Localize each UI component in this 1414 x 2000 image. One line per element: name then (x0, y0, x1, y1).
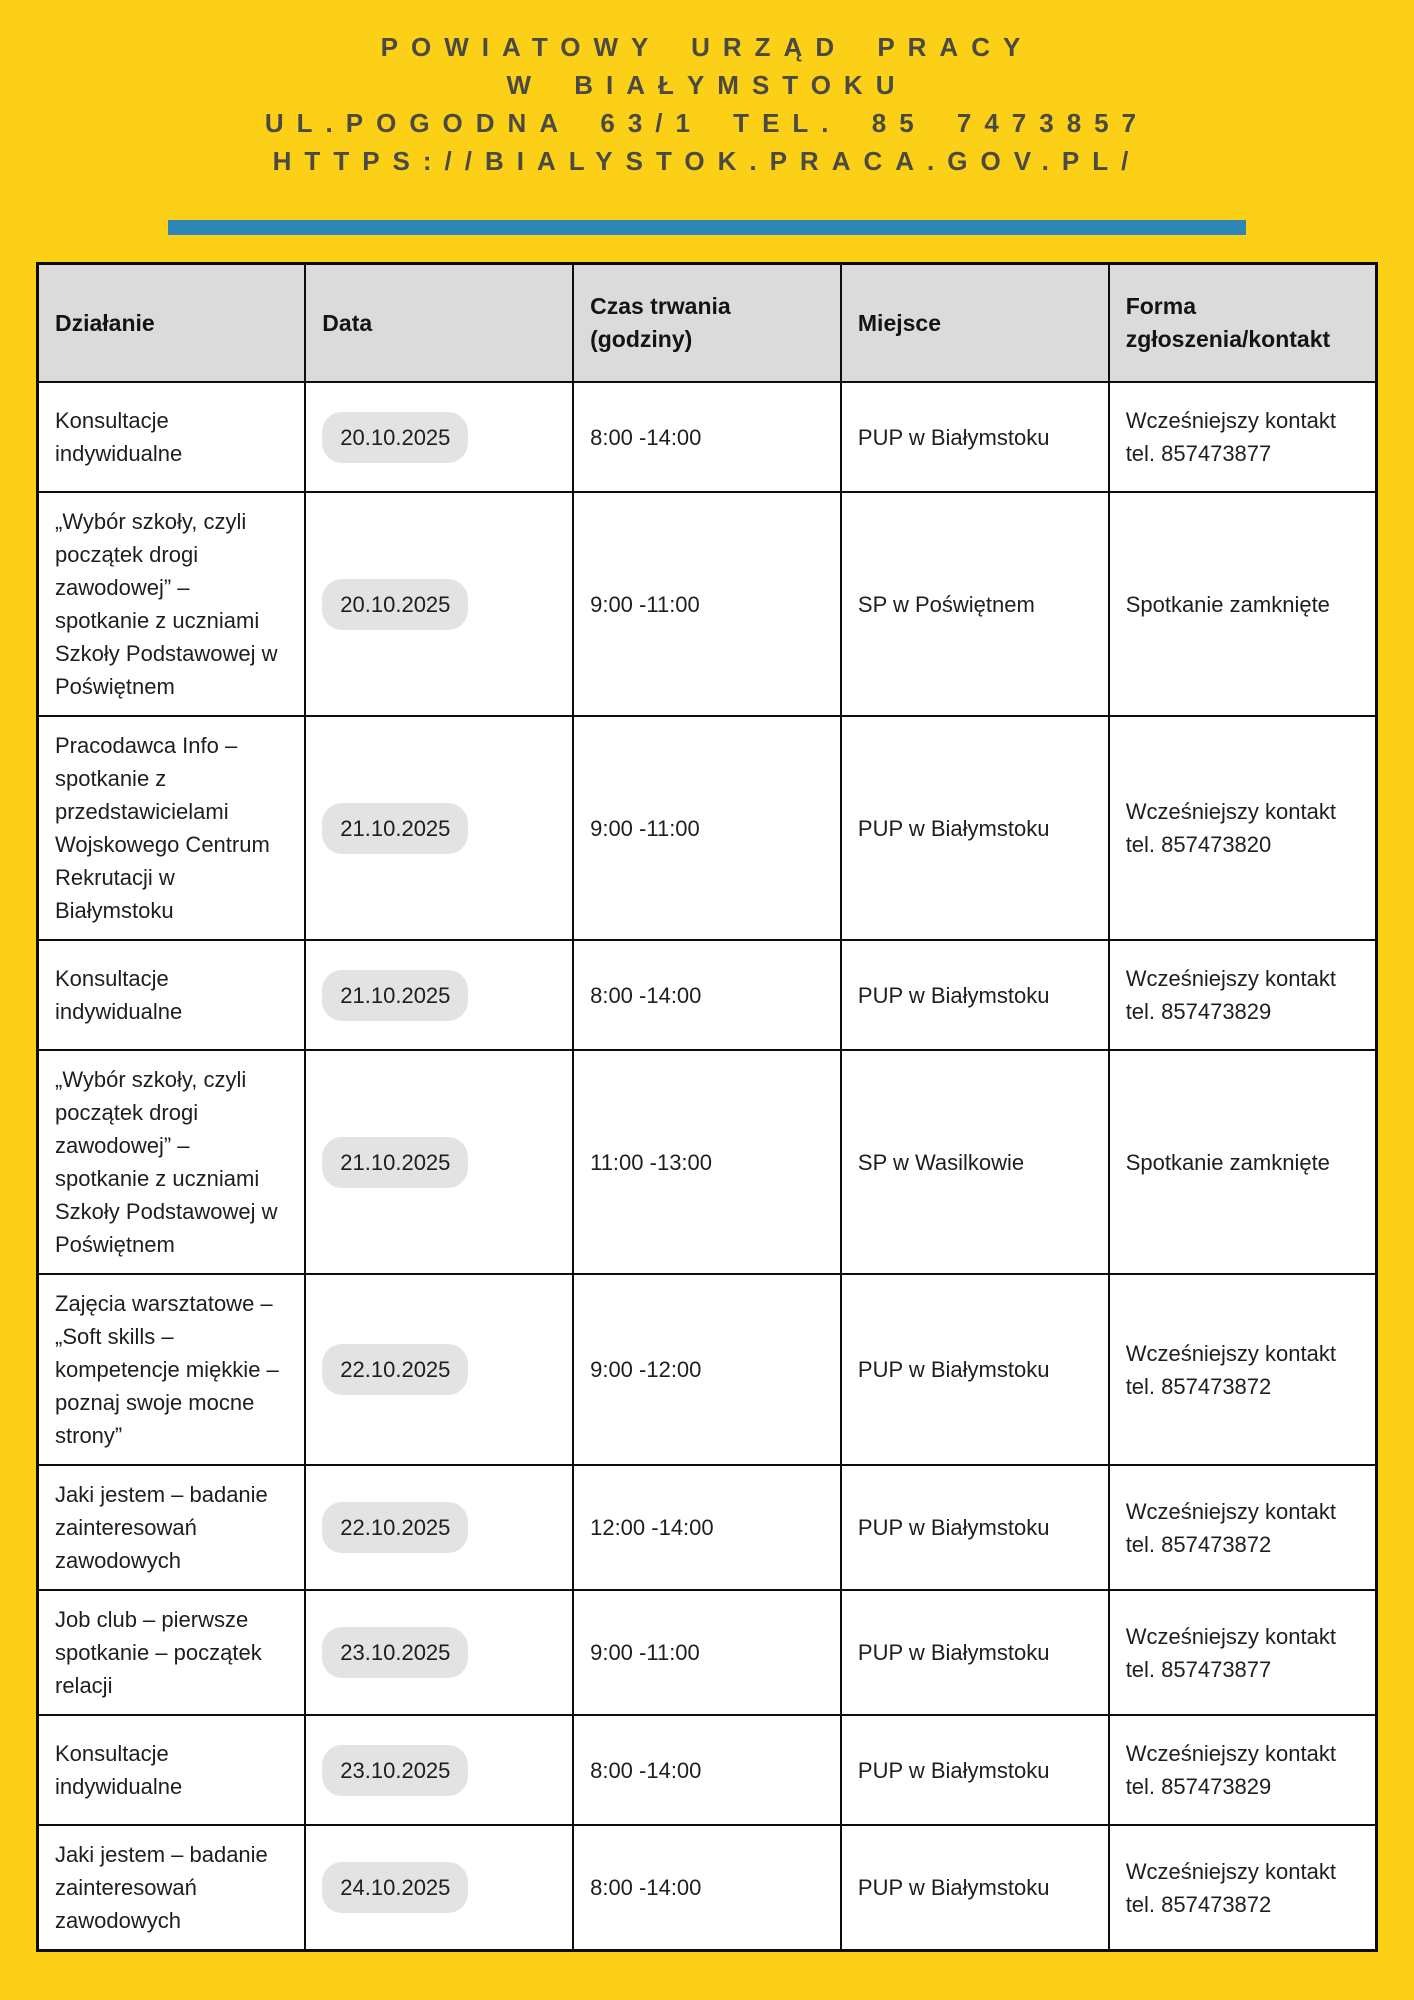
date-pill: 21.10.2025 (322, 970, 468, 1021)
activity-text: Zajęcia warsztatowe – „Soft skills – kompetencje miękkie – poznaj swoje mocne strony” (55, 1291, 279, 1448)
website-line: HTTPS://BIALYSTOK.PRACA.GOV.PL/ (272, 146, 1142, 176)
place-cell (841, 1825, 1109, 1951)
time-text: 8:00 -14:00 (590, 1757, 702, 1783)
contact-cell (1109, 1274, 1377, 1465)
time-text: 11:00 -13:00 (590, 1149, 713, 1175)
place-cell (841, 1050, 1109, 1274)
table-row (38, 1050, 1377, 1274)
contact-cell (1109, 940, 1377, 1050)
activity-cell (38, 1050, 306, 1274)
activity-cell (38, 940, 306, 1050)
place-cell (841, 382, 1109, 492)
place-text: PUP w Białymstoku (857, 1357, 1050, 1382)
place-cell (841, 1715, 1109, 1825)
date-pill: 23.10.2025 (322, 1745, 468, 1796)
time-text: 9:00 -11:00 (590, 591, 700, 617)
date-cell (305, 1825, 573, 1951)
date-pill: 24.10.2025 (322, 1862, 468, 1913)
date-pill: 22.10.2025 (322, 1502, 468, 1553)
contact-cell (1109, 1590, 1377, 1715)
contact-cell (1109, 1465, 1377, 1590)
place-cell (841, 940, 1109, 1050)
time-cell (573, 1715, 841, 1825)
column-header-activity: Działanie (38, 264, 306, 383)
contact-text: Wcześniejszy kontakt tel. 857473877 (1125, 408, 1336, 466)
date-cell (305, 1465, 573, 1590)
contact-text: Spotkanie zamknięte (1125, 1149, 1330, 1175)
schedule-table-container (36, 262, 1378, 1952)
place-text: SP w Wasilkowie (857, 1149, 1025, 1175)
contact-cell (1109, 492, 1377, 716)
address-phone-line: UL.POGODNA 63/1 TEL. 85 7473857 (264, 108, 1150, 138)
activity-cell (38, 382, 306, 492)
place-text: PUP w Białymstoku (857, 1757, 1050, 1783)
activity-cell (38, 1274, 306, 1465)
activity-cell (38, 1825, 306, 1951)
divider-bar (168, 220, 1246, 235)
column-header-contact: Forma zgłoszenia/kontakt (1109, 264, 1377, 383)
date-cell (305, 382, 573, 492)
column-header-date: Data (305, 264, 573, 383)
table-row (38, 716, 1377, 940)
date-pill: 23.10.2025 (322, 1627, 468, 1678)
time-text: 9:00 -11:00 (590, 1640, 700, 1665)
contact-text: Wcześniejszy kontakt tel. 857473829 (1125, 966, 1336, 1024)
column-header-place: Miejsce (841, 264, 1109, 383)
date-cell (305, 716, 573, 940)
place-text: SP w Poświętnem (857, 591, 1035, 617)
contact-text: Wcześniejszy kontakt tel. 857473820 (1125, 799, 1336, 857)
org-name-line-2: W BIAŁYMSTOKU (506, 70, 908, 100)
activity-text: Pracodawca Info – spotkanie z przedstawicielami Wojskowego Centrum Rekrutacji w Białymstoku (55, 733, 270, 923)
place-text: PUP w Białymstoku (857, 424, 1050, 450)
date-cell (305, 1050, 573, 1274)
contact-text: Wcześniejszy kontakt tel. 857473872 (1125, 1498, 1336, 1557)
time-cell (573, 382, 841, 492)
contact-text: Wcześniejszy kontakt tel. 857473877 (1125, 1623, 1336, 1682)
time-text: 8:00 -14:00 (590, 982, 702, 1008)
time-text: 12:00 -14:00 (590, 1515, 714, 1540)
time-text: 9:00 -11:00 (590, 815, 700, 841)
time-cell (573, 716, 841, 940)
activity-text: „Wybór szkoły, czyli początek drogi zawodowej” – spotkanie z uczniami Szkoły Podstawowej w Poświętnem (55, 509, 278, 699)
date-pill: 20.10.2025 (322, 579, 468, 630)
date-pill: 22.10.2025 (322, 1344, 468, 1395)
time-text: 8:00 -14:00 (590, 1875, 702, 1900)
activity-text: Job club – pierwsze spotkanie – początek relacji (55, 1607, 262, 1698)
activity-text: Jaki jestem – badanie zainteresowań zawodowych (55, 1842, 268, 1933)
place-text: PUP w Białymstoku (857, 815, 1050, 841)
date-cell (305, 1274, 573, 1465)
activity-cell (38, 1715, 306, 1825)
schedule-table-body (38, 382, 1377, 1951)
activity-text: Jaki jestem – badanie zainteresowań zawodowych (55, 1482, 268, 1573)
org-name-line-1: POWIATOWY URZĄD PRACY (380, 32, 1034, 62)
table-row (38, 1590, 1377, 1715)
activity-text: Konsultacje indywidualne (55, 1741, 183, 1799)
activity-cell (38, 492, 306, 716)
schedule-table-head (38, 264, 1377, 383)
place-text: PUP w Białymstoku (857, 982, 1050, 1008)
header-row (38, 264, 1377, 383)
place-text: PUP w Białymstoku (857, 1875, 1050, 1900)
place-cell (841, 1590, 1109, 1715)
contact-text: Wcześniejszy kontakt tel. 857473872 (1125, 1858, 1336, 1917)
schedule-table (36, 262, 1378, 1952)
time-cell (573, 492, 841, 716)
activity-cell (38, 716, 306, 940)
date-cell (305, 940, 573, 1050)
table-row (38, 1465, 1377, 1590)
place-cell (841, 1274, 1109, 1465)
table-row (38, 382, 1377, 492)
place-cell (841, 492, 1109, 716)
activity-cell (38, 1465, 306, 1590)
contact-cell (1109, 1715, 1377, 1825)
activity-text: „Wybór szkoły, czyli początek drogi zawodowej” – spotkanie z uczniami Szkoły Podstawowej w Poświętnem (55, 1067, 278, 1257)
time-cell (573, 1590, 841, 1715)
contact-cell (1109, 382, 1377, 492)
contact-text: Wcześniejszy kontakt tel. 857473829 (1125, 1741, 1336, 1799)
place-cell (841, 716, 1109, 940)
contact-cell (1109, 1825, 1377, 1951)
contact-cell (1109, 716, 1377, 940)
date-pill: 21.10.2025 (322, 803, 468, 854)
date-cell (305, 1590, 573, 1715)
date-pill: 20.10.2025 (322, 412, 468, 463)
activity-text: Konsultacje indywidualne (55, 408, 183, 466)
time-cell (573, 1825, 841, 1951)
time-cell (573, 1274, 841, 1465)
contact-cell (1109, 1050, 1377, 1274)
column-header-duration: Czas trwania (godziny) (573, 264, 841, 383)
activity-text: Konsultacje indywidualne (55, 966, 183, 1024)
date-cell (305, 1715, 573, 1825)
table-row (38, 492, 1377, 716)
table-row (38, 1274, 1377, 1465)
time-text: 9:00 -12:00 (590, 1357, 702, 1382)
activity-cell (38, 1590, 306, 1715)
table-row (38, 1715, 1377, 1825)
contact-text: Spotkanie zamknięte (1125, 591, 1330, 617)
table-row (38, 940, 1377, 1050)
place-text: PUP w Białymstoku (857, 1515, 1050, 1540)
time-cell (573, 1050, 841, 1274)
time-cell (573, 1465, 841, 1590)
date-cell (305, 492, 573, 716)
time-text: 8:00 -14:00 (590, 424, 702, 450)
contact-text: Wcześniejszy kontakt tel. 857473872 (1125, 1340, 1336, 1399)
table-row (38, 1825, 1377, 1951)
time-cell (573, 940, 841, 1050)
page-header (0, 0, 1414, 180)
place-text: PUP w Białymstoku (857, 1640, 1050, 1665)
date-pill: 21.10.2025 (322, 1137, 468, 1188)
place-cell (841, 1465, 1109, 1590)
